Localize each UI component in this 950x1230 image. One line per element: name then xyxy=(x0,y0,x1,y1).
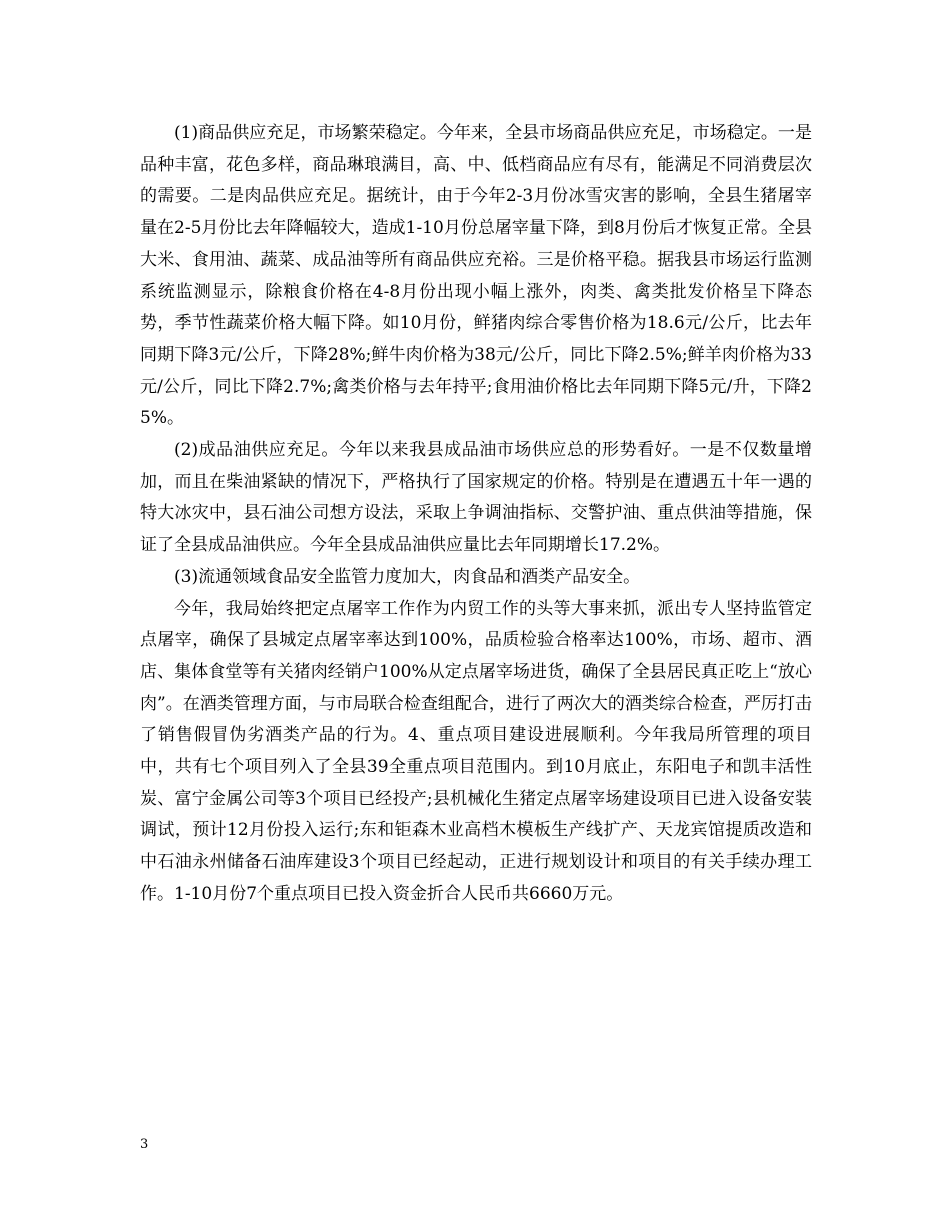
paragraph-oil-supply: (2)成品油供应充足。今年以来我县成品油市场供应总的形势看好。一是不仅数量增加，而且在柴油紧缺的情况下，严格执行了国家规定的价格。特别是在遭遇五十年一遇的特大冰灾中，县石油公司想方设法，采取上争调油指标、交警护油、重点供油等措施，保证了全县成品油供应。今年全县成品油供应量比去年同期增长17.2%。 xyxy=(140,440,812,556)
paragraph-food-safety-heading: (3)流通领域食品安全监管力度加大，肉食品和酒类产品安全。 xyxy=(174,566,641,587)
document-body xyxy=(140,118,812,911)
page-number: 3 xyxy=(140,1137,149,1152)
paragraph-commodity-supply: (1)商品供应充足，市场繁荣稳定。今年来，全县市场商品供应充足，市场稳定。一是品种丰富，花色多样，商品琳琅满目，高、中、低档商品应有尽有，能满足不同消费层次的需要。二是肉品供应充足。据统计，由于今年2-3月份冰雪灾害的影响，全县生猪屠宰量在2-5月份比去年降幅较大，造成1-10月份总屠宰量下降，到8月份后才恢复正常。全县大米、食用油、蔬菜、成品油等所有商品供应充裕。三是价格平稳。据我县市场运行监测系统监测显示，除粮食价格在4-8月份出现小幅上涨外，肉类、禽类批发价格呈下降态势，季节性蔬菜价格大幅下降。如10月份，鲜猪肉综合零售价格为18.6元/公斤，比去年同期下降3元/公斤，下降28%;鲜牛肉价格为38元/公斤，同比下降2.5%;鲜羊肉价格为33元/公斤，同比下降2.7%;禽类价格与去年持平;食用油价格比去年同期下降5元/升，下降25%。 xyxy=(140,123,812,429)
paragraph-slaughter-projects: 今年，我局始终把定点屠宰工作作为内贸工作的头等大事来抓，派出专人坚持监管定点屠宰，确保了县城定点屠宰率达到100%，品质检验合格率达100%，市场、超市、酒店、集体食堂等有关猪肉经销户100%从定点屠宰场进货，确保了全县居民真正吃上“放心肉”。在酒类管理方面，与市局联合检查组配合，进行了两次大的酒类综合检查，严厉打击了销售假冒伪劣酒类产品的行为。4、重点项目建设进展顺利。今年我局所管理的项目中，共有七个项目列入了全县39全重点项目范围内。到10月底止，东阳电子和凯丰活性炭、富宁金属公司等3个项目已经投产;县机械化生猪定点屠宰场建设项目已进入设备安装调试，预计12月份投入运行;东和钜森木业高档木模板生产线扩产、天龙宾馆提质改造和中石油永州储备石油库建设3个项目已经起动，正进行规划设计和项目的有关手续办理工作。1-10月份7个重点项目已投入资金折合人民币共6660万元。 xyxy=(140,598,812,904)
